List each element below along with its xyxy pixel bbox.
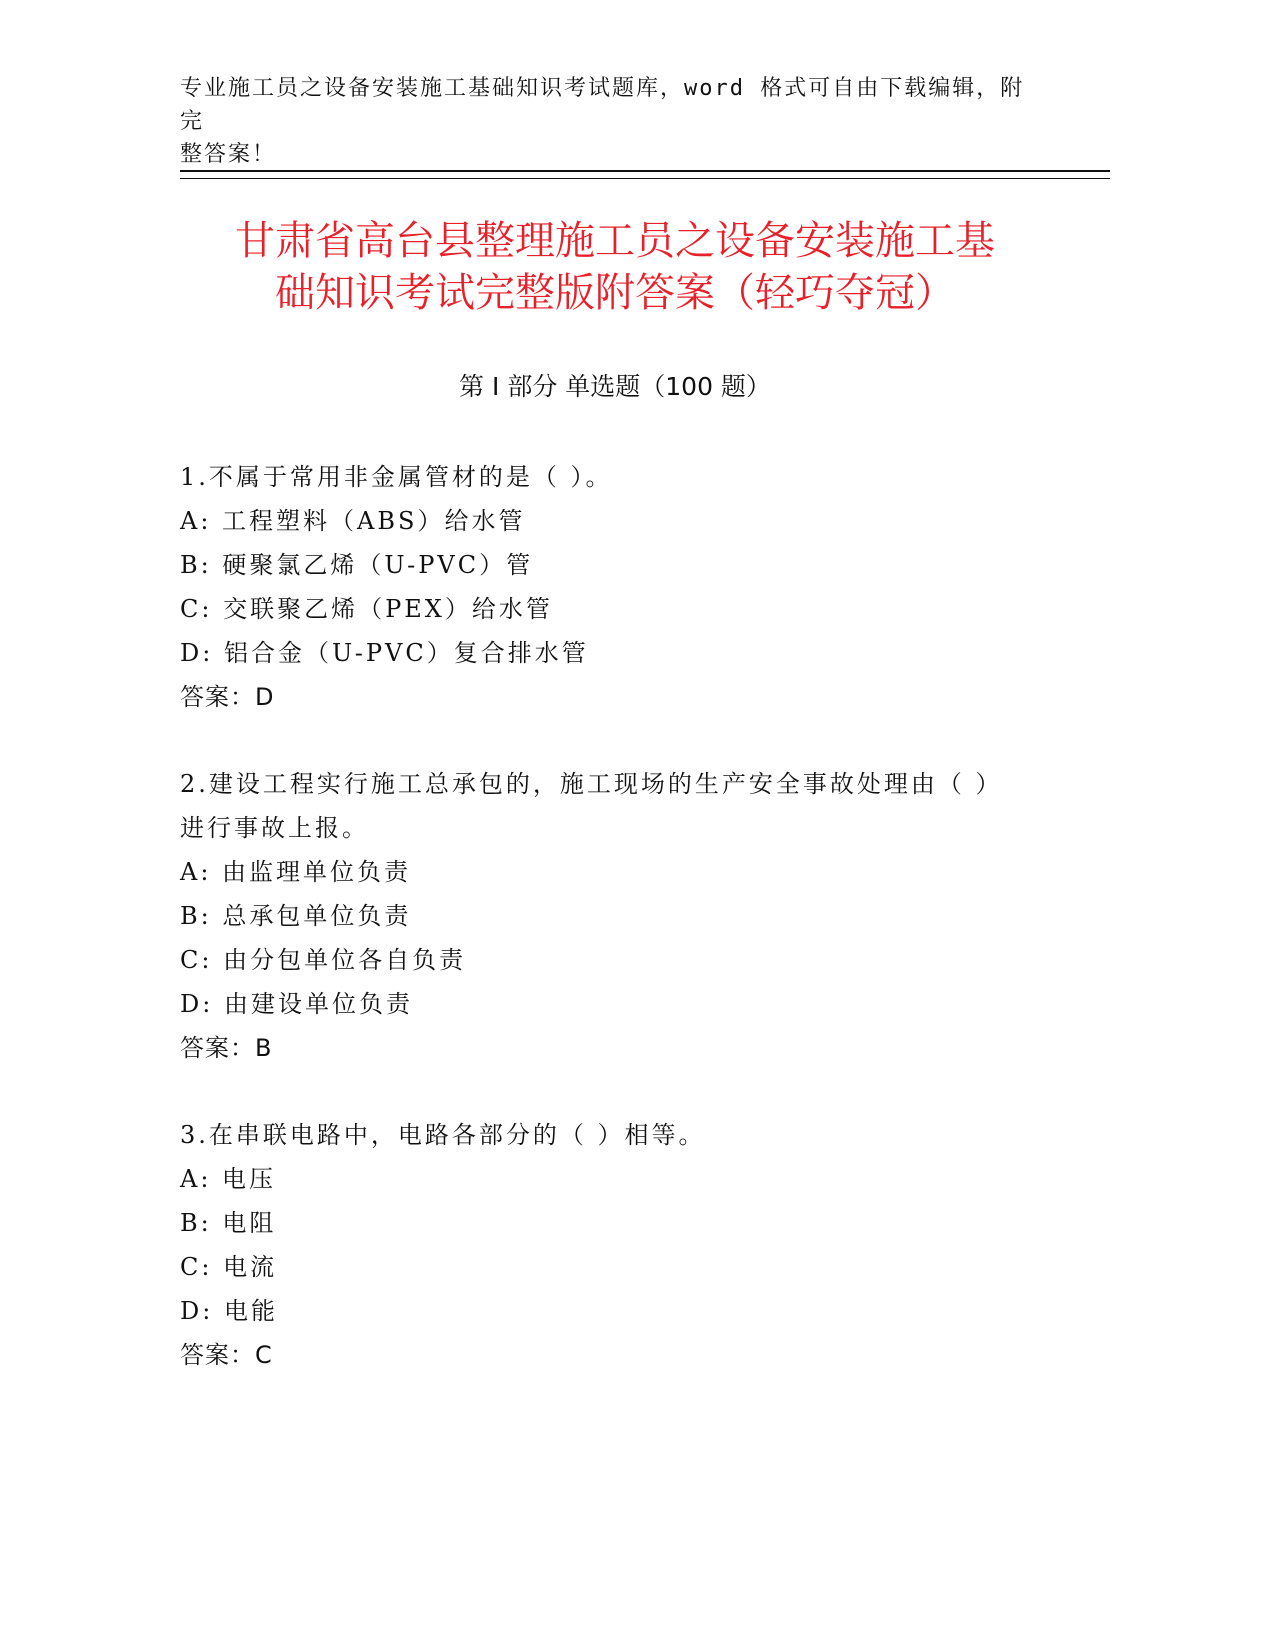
header-note-line-1: 专业施工员之设备安装施工基础知识考试题库，word 格式可自由下载编辑，附完 <box>180 76 1025 134</box>
question-2-option-b: B: 总承包单位负责 <box>180 902 412 930</box>
header-rule-thin <box>180 178 1110 179</box>
question-3-option-a: A: 电压 <box>180 1165 277 1193</box>
question-list <box>180 455 1060 1420</box>
question-2-answer: 答案：B <box>180 1034 273 1062</box>
question-3 <box>180 1113 1060 1377</box>
question-2-option-c: C: 由分包单位各自负责 <box>180 946 467 974</box>
document-title-line-1: 甘肃省高台县整理施工员之设备安装施工基 <box>235 218 995 264</box>
header-rule-thick <box>180 170 1110 172</box>
question-2-option-d: D: 由建设单位负责 <box>180 990 413 1018</box>
question-3-stem: 3.在串联电路中，电路各部分的（ ）相等。 <box>180 1121 706 1149</box>
question-2-option-a: A: 由监理单位负责 <box>180 858 412 886</box>
header-note <box>180 72 1030 171</box>
question-1-option-d: D: 铝合金（U-PVC）复合排水管 <box>180 639 589 667</box>
question-2 <box>180 762 1060 1070</box>
question-1-option-b: B: 硬聚氯乙烯（U-PVC）管 <box>180 551 534 579</box>
question-3-option-c: C: 电流 <box>180 1253 278 1281</box>
question-1-stem: 1.不属于常用非金属管材的是（ ）。 <box>180 463 613 491</box>
question-1-answer: 答案：D <box>180 683 275 711</box>
document-title-line-2: 础知识考试完整版附答案（轻巧夺冠） <box>275 270 955 316</box>
section-heading: 第 I 部分 单选题（100 题） <box>459 372 771 401</box>
document-title <box>150 215 1080 319</box>
question-3-answer: 答案：C <box>180 1341 273 1369</box>
question-3-option-b: B: 电阻 <box>180 1209 277 1237</box>
question-2-stem-line-1: 2.建设工程实行施工总承包的，施工现场的生产安全事故处理由（ ） <box>180 770 1003 798</box>
question-1-option-a: A: 工程塑料（ABS）给水管 <box>180 507 526 535</box>
question-3-option-d: D: 电能 <box>180 1297 278 1325</box>
question-1 <box>180 455 1060 719</box>
question-1-option-c: C: 交联聚乙烯（PEX）给水管 <box>180 595 553 623</box>
question-2-stem-line-2: 进行事故上报。 <box>180 814 369 842</box>
header-note-line-2: 整答案！ <box>180 142 277 167</box>
